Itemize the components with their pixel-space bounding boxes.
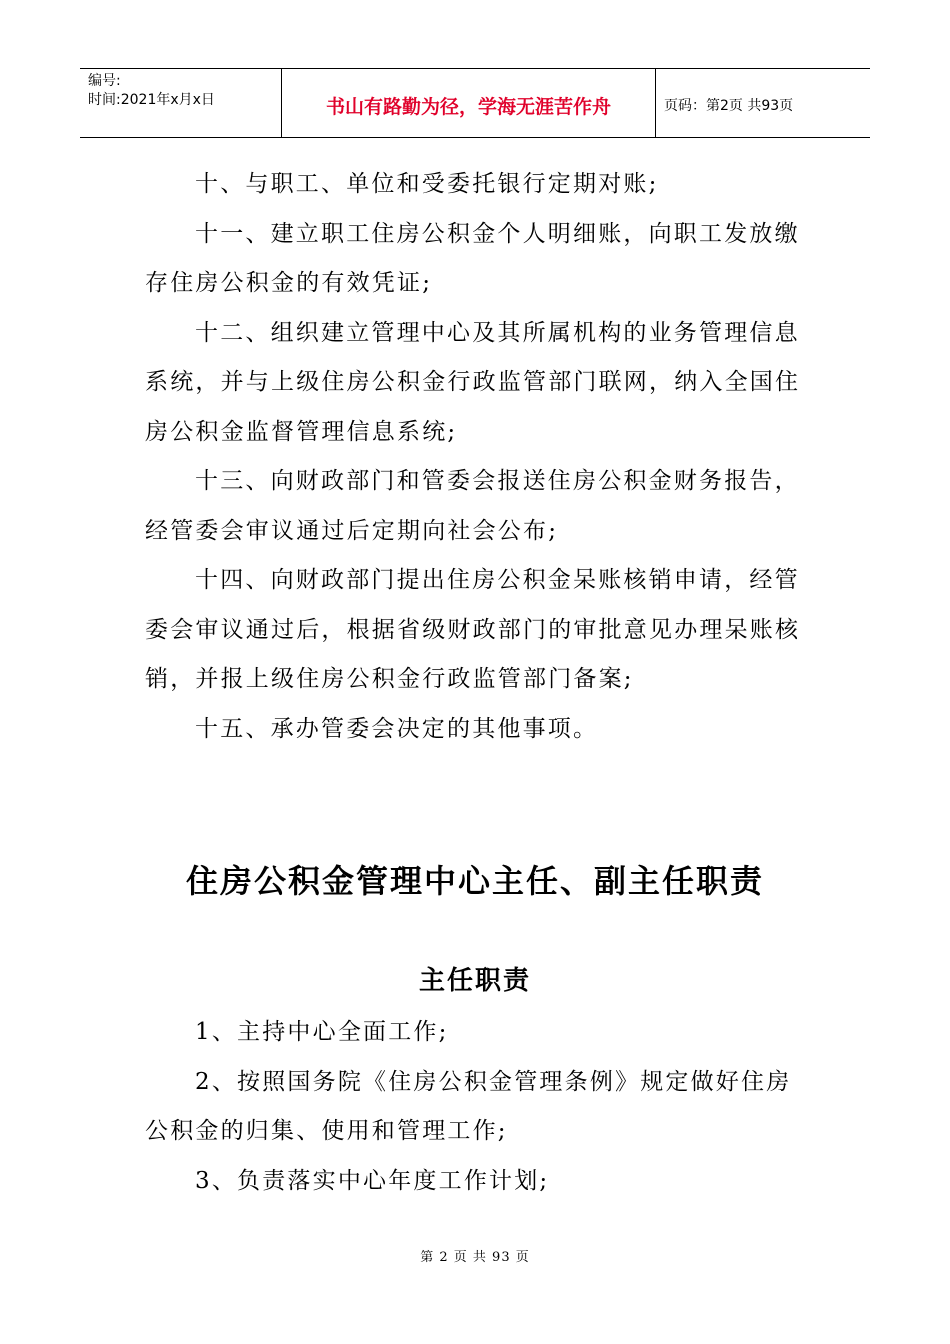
duty-item-2: 2、按照国务院《住房公积金管理条例》规定做好住房公积金的归集、使用和管理工作; (145, 1068, 792, 1144)
paragraph-item-11: 十一、建立职工住房公积金个人明细账，向职工发放缴存住房公积金的有效凭证; (145, 220, 800, 296)
header-motto: 书山有路勤为径，学海无涯苦作舟 (282, 69, 656, 137)
document-time-label: 时间:2021年x月x日 (88, 92, 215, 108)
duty-item-1: 1、主持中心全面工作; (195, 1019, 449, 1045)
subsection-title: 主任职责 (418, 966, 531, 996)
body-text (145, 160, 805, 754)
paragraph-item-12: 十二、组织建立管理中心及其所属机构的业务管理信息系统，并与上级住房公积金行政监管部门联网，纳入全国住房公积金监督管理信息系统; (145, 319, 801, 445)
header-page-info: 页码：第2页 共93页 (664, 98, 794, 114)
duty-item-3: 3、负责落实中心年度工作计划; (195, 1167, 550, 1194)
document-number-label: 编号: (88, 73, 121, 89)
paragraph-item-14: 十四、向财政部门提出住房公积金呆账核销申请，经管委会审议通过后，根据省级财政部门的审批意见办理呆账核销，并报上级住房公积金行政监管部门备案; (145, 567, 801, 692)
paragraph-item-13: 十三、向财政部门和管委会报送住房公积金财务报告，经管委会审议通过后定期向社会公布; (145, 468, 800, 544)
section-title: 住房公积金管理中心主任、副主任职责 (185, 862, 764, 900)
header-meta-cell (80, 69, 282, 137)
duties-list (145, 1008, 807, 1206)
paragraph-item-15: 十五、承办管委会决定的其他事项。 (195, 715, 599, 742)
page-footer: 第 2 页 共 93 页 (420, 1250, 530, 1265)
paragraph-item-10: 十、与职工、单位和受委托银行定期对账; (195, 171, 659, 197)
document-header (80, 68, 870, 138)
